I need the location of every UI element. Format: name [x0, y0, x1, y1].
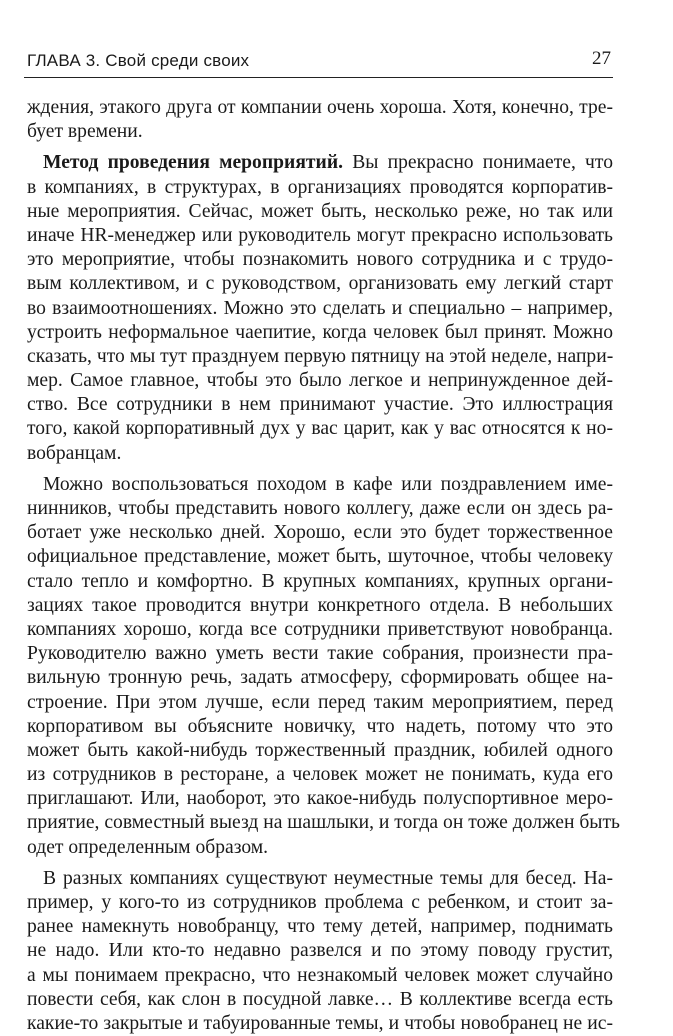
text-line: не надо. Или кто-то недавно развелся и по этому поводу грустит, — [27, 940, 613, 962]
text-line: может быть какой-нибудь торжественный праздник, юбилей одного — [27, 739, 613, 761]
text-line: одет определенным образом. — [27, 836, 269, 858]
text-line: приглашают. Или, наоборот, это какое-нибудь полуспортивное меро- — [27, 788, 613, 810]
text-line: официальное представление, может быть, шуточное, чтобы человеку — [27, 546, 613, 568]
paragraph — [27, 96, 613, 144]
text-line: ранее намекнуть новобранцу, что тему детей, например, поднимать — [27, 916, 613, 938]
text-line: стало тепло и комфортно. В крупных компаниях, крупных органи- — [27, 570, 613, 592]
text-line: из сотрудников в ресторане, а человек может не понимать, куда его — [27, 764, 613, 786]
text-line: компаниях хорошо, когда все сотрудники приветствуют новобранца. — [27, 618, 613, 640]
text-line: ство. Все сотрудники в нем принимают участие. Это иллюстрация — [27, 394, 613, 416]
text-line: В разных компаниях существуют неуместные темы для бесед. На- — [43, 867, 613, 889]
text-line: Метод проведения мероприятий. Вы прекрасно понимаете, что — [43, 152, 613, 174]
text-line: ботает уже несколько дней. Хорошо, если это будет торжественное — [27, 522, 613, 544]
running-title: ГЛАВА 3. Свой среди своих — [27, 51, 250, 70]
text-line: зациях такое проводится внутри конкретного отдела. В небольших — [27, 594, 613, 616]
text-line: иначе HR-менеджер или руководитель могут прекрасно использовать — [27, 224, 613, 246]
text-line: в компаниях, в структурах, в организациях проводятся корпоратив- — [27, 176, 613, 198]
text-line: Можно воспользоваться походом в кафе или поздравлением име- — [43, 473, 613, 495]
text-line: во взаимоотношениях. Можно это сделать и специально – например, — [27, 297, 613, 319]
text-line: ные мероприятия. Сейчас, может быть, несколько реже, но так или — [27, 200, 613, 222]
text-line: вильную тронную речь, задать атмосферу, сформировать общее на- — [27, 667, 613, 689]
text-line: нинников, чтобы представить нового коллегу, даже если он здесь ра- — [27, 498, 613, 519]
text-line: пример, у кого-то из сотрудников проблема с ребенком, и стоит за- — [27, 892, 613, 913]
text-line: вым коллективом, и с руководством, организовать ему легкий старт — [27, 273, 613, 295]
paragraph — [27, 151, 613, 465]
paragraph — [27, 867, 613, 1036]
text-line: строение. При этом лучше, если перед таким мероприятием, перед — [27, 691, 613, 713]
text-line: вобранцам. — [27, 442, 122, 464]
text-line: сказать, что мы тут празднуем первую пятницу на этой неделе, напри- — [27, 345, 614, 367]
text-line: корпоративом вы объясните новичку, что надеть, потому что это — [27, 715, 613, 737]
text-line: это мероприятие, чтобы познакомить нового сотрудника и с трудо- — [27, 249, 613, 271]
text-line: устроить неформальное чаепитие, когда человек был принят. Можно — [27, 321, 613, 343]
text-line: какие-то закрытые и табуированные темы, и чтобы новобранец не ис- — [27, 1012, 613, 1034]
text-line: приятие, совместный выезд на шашлыки, и тогда он тоже должен быть — [27, 812, 620, 834]
text-line: ждения, этакого друга от компании очень хороша. Хотя, конечно, тре- — [27, 97, 613, 118]
paragraph — [27, 473, 620, 860]
body-text — [27, 96, 620, 1036]
text-line: мер. Самое главное, чтобы это было легкое и непринужденное дей- — [27, 370, 613, 392]
page-number: 27 — [592, 48, 611, 69]
paragraph-lead: Метод проведения мероприятий. — [43, 152, 344, 174]
running-header — [24, 48, 613, 78]
text-line: повести себя, как слон в посудной лавке… В коллективе всегда есть — [27, 988, 613, 1010]
text-line: бует времени. — [27, 121, 143, 143]
text-line: Руководителю важно уметь вести такие собрания, произнести пра- — [27, 643, 613, 665]
text-line: а мы понимаем прекрасно, что незнакомый человек может случайно — [27, 964, 613, 986]
text-line: того, какой корпоративный дух у вас царит, как у вас относятся к но- — [27, 418, 613, 440]
